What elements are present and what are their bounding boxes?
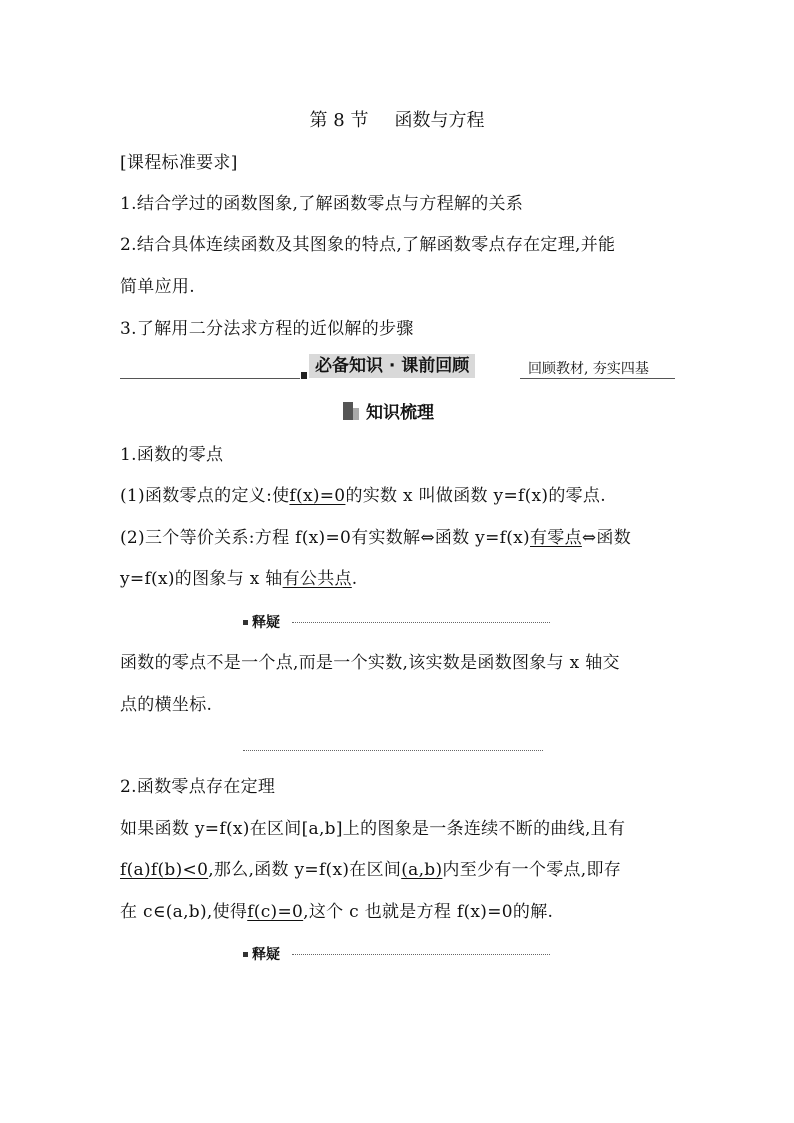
requirement-item-3: 3.了解用二分法求方程的近似解的步骤 [120, 319, 414, 339]
theorem-text-3b: ,这个 c 也就是方程 f(x)=0的解. [303, 902, 554, 922]
section-number: 第 8 节 [309, 110, 369, 131]
note-1-label-text: 释疑 [252, 615, 280, 631]
note-1-dotted-rule [292, 622, 550, 623]
zero-point-definition [120, 481, 606, 506]
theorem-blank-3: f(c)=0 [247, 902, 304, 922]
banner-rule-left [120, 378, 300, 379]
theorem-line-3 [120, 897, 553, 922]
section-name: 函数与方程 [394, 110, 485, 131]
zero-point-heading: 1.函数的零点 [120, 445, 224, 465]
requirements-heading: [课程标准要求] [120, 153, 238, 173]
equivalence-line-1 [120, 523, 631, 548]
theorem-line-1: 如果函数 y=f(x)在区间[a,b]上的图象是一条连续不断的曲线,且有 [120, 819, 626, 839]
banner-title: 必备知识 · 课前回顾 [309, 354, 475, 378]
theorem-text-2b: 内至少有一个零点,即存 [442, 860, 622, 880]
note-1-end-rule [243, 750, 543, 751]
equivalence-line-2 [120, 564, 358, 589]
note-1-text-line-2: 点的横坐标. [120, 695, 213, 715]
note-1-label [243, 612, 280, 632]
banner-rule-right [520, 378, 675, 379]
banner-subtitle: 回顾教材, 夯实四基 [528, 361, 649, 377]
requirement-item-2-cont: 简单应用. [120, 277, 195, 297]
definition-text-a: (1)函数零点的定义:使 [120, 486, 290, 506]
equivalence-text-a: (2)三个等价关系:方程 f(x)=0有实数解⇔函数 y=f(x) [120, 528, 530, 548]
theorem-text-3a: 在 c∈(a,b),使得 [120, 902, 248, 922]
note-square-icon [243, 620, 248, 625]
equivalence-text-c: y=f(x)的图象与 x 轴 [120, 569, 283, 589]
equivalence-blank-2: 有公共点 [282, 569, 352, 589]
section-title: 知识梳理 [366, 403, 434, 423]
requirement-item-2: 2.结合具体连续函数及其图象的特点,了解函数零点存在定理,并能 [120, 235, 616, 255]
definition-blank: f(x)=0 [289, 486, 346, 506]
theorem-blank-1: f(a)f(b)<0 [120, 860, 209, 880]
equivalence-text-b: ⇔函数 [581, 528, 632, 548]
note-1-text-line-1: 函数的零点不是一个点,而是一个实数,该实数是函数图象与 x 轴交 [120, 653, 620, 673]
theorem-line-2 [120, 855, 621, 880]
theorem-blank-2: (a,b) [401, 860, 443, 880]
theorem-heading: 2.函数零点存在定理 [120, 777, 276, 797]
definition-text-b: 的实数 x 叫做函数 y=f(x)的零点. [345, 486, 606, 506]
banner-square-icon [301, 372, 307, 379]
theorem-text-2a: ,那么,函数 y=f(x)在区间 [208, 860, 402, 880]
note-2-dotted-rule [292, 954, 550, 955]
note-2-label [243, 944, 280, 964]
note-2-label-text: 释疑 [252, 947, 280, 963]
equivalence-text-d: . [351, 569, 358, 589]
note-square-icon [243, 952, 248, 957]
requirement-item-1: 1.结合学过的函数图象,了解函数零点与方程解的关系 [120, 194, 524, 214]
equivalence-blank-1: 有零点 [529, 528, 582, 548]
page-title [0, 106, 794, 132]
section-marker-icon [343, 402, 359, 420]
